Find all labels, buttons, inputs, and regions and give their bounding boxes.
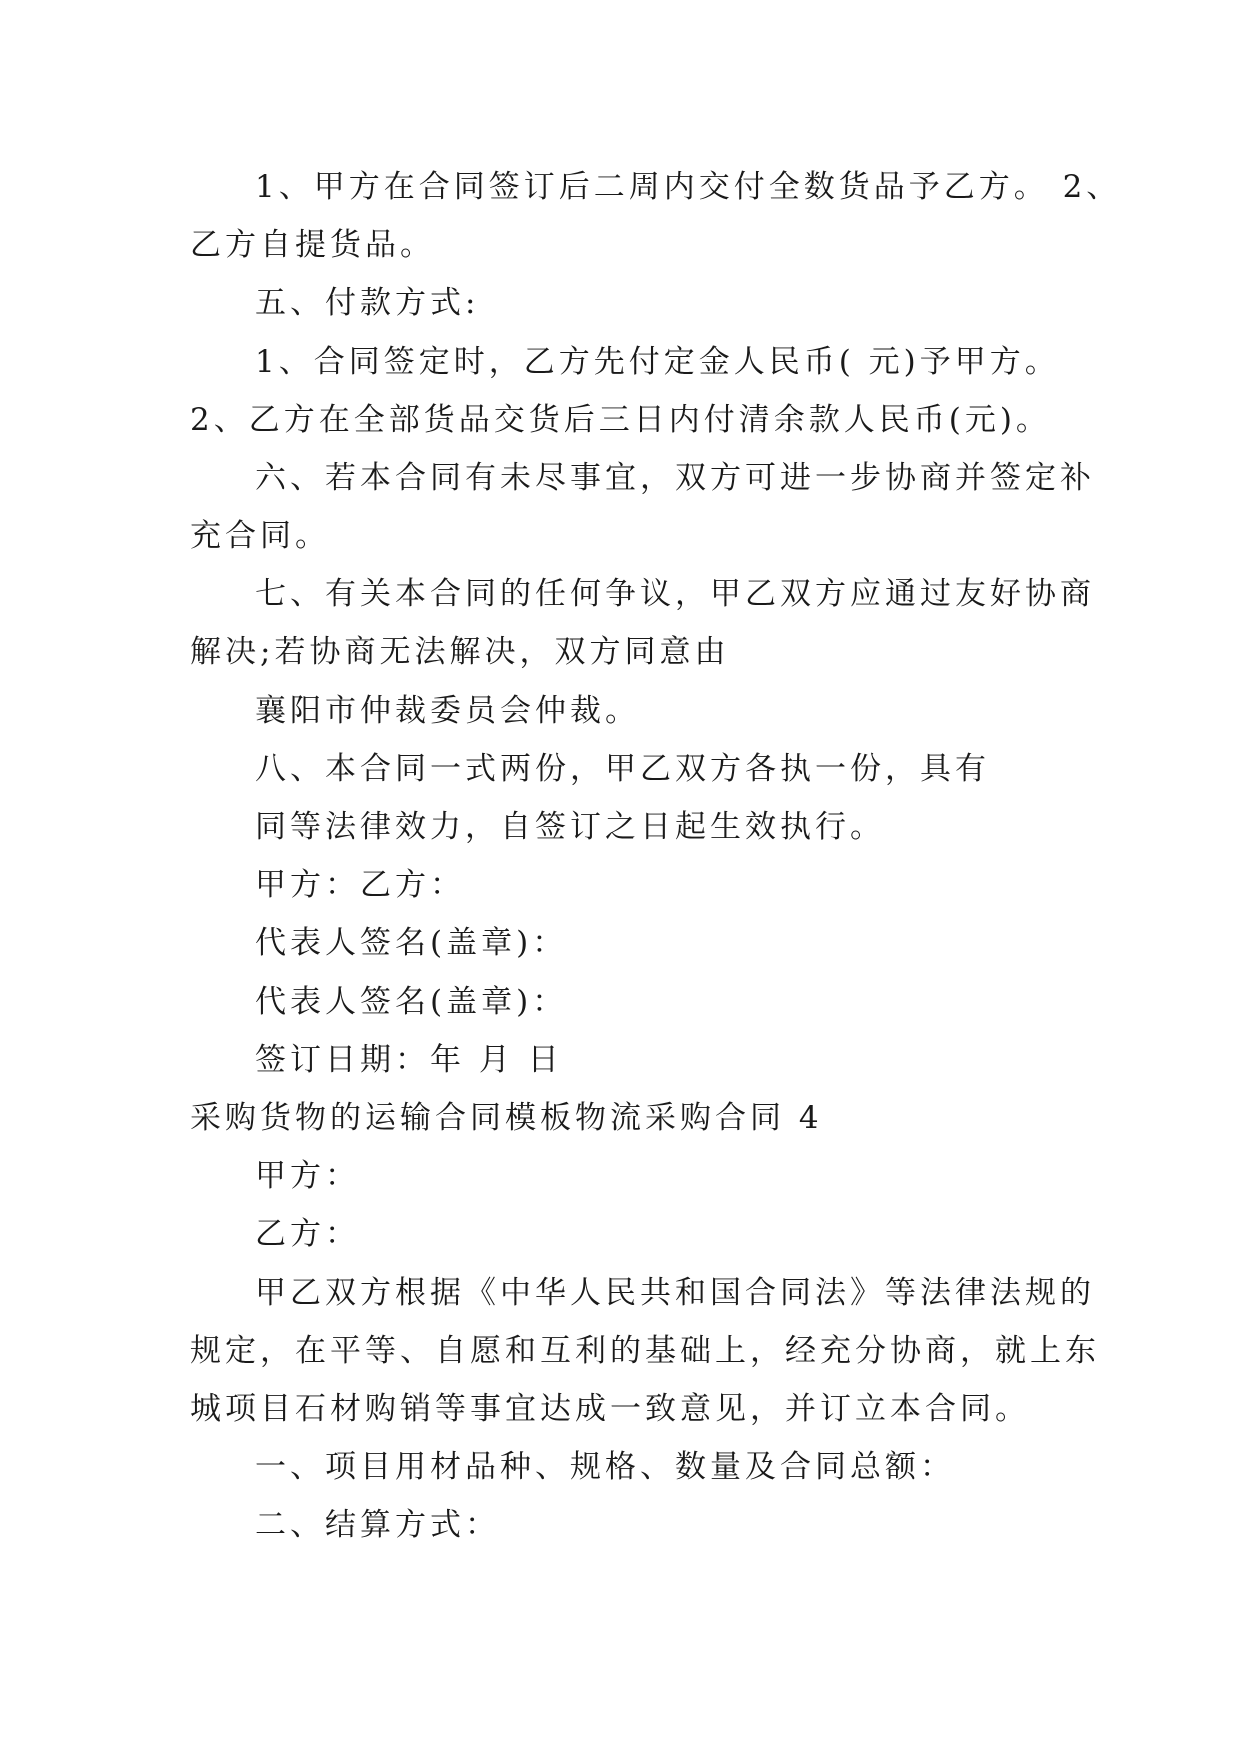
text-line: 甲方：乙方： [255, 867, 465, 903]
text-line: 二、结算方式： [255, 1507, 500, 1543]
text-line: 1、甲方在合同签订后二周内交付全数货品予乙方。 2、 [255, 169, 1122, 205]
text-line: 五、付款方式: [255, 285, 480, 321]
text-line: 代表人签名(盖章)： [255, 984, 568, 1020]
text-line: 2、乙方在全部货品交货后三日内付清余款人民币(元)。 [190, 402, 1051, 438]
text-line: 襄阳市仲裁委员会仲裁。 [255, 693, 640, 729]
text-line: 代表人签名(盖章)： [255, 925, 568, 961]
text-line: 城项目石材购销等事宜达成一致意见，并订立本合同。 [190, 1391, 1030, 1427]
text-line: 乙方： [255, 1216, 360, 1252]
section-heading: 采购货物的运输合同模板物流采购合同 4 [190, 1100, 823, 1136]
text-line: 八、本合同一式两份，甲乙双方各执一份，具有 [255, 751, 990, 787]
text-line: 甲方： [255, 1158, 360, 1194]
text-line: 甲乙双方根据《中华人民共和国合同法》等法律法规的 [255, 1275, 1095, 1311]
text-line: 一、项目用材品种、规格、数量及合同总额： [255, 1449, 955, 1485]
text-line: 规定，在平等、自愿和互利的基础上，经充分协商，就上东 [190, 1333, 1100, 1369]
text-line: 六、若本合同有未尽事宜，双方可进一步协商并签定补 [255, 460, 1095, 496]
text-line: 签订日期：年 月 日 [255, 1042, 563, 1078]
text-line: 乙方自提货品。 [190, 227, 435, 263]
text-line: 七、有关本合同的任何争议，甲乙双方应通过友好协商 [255, 576, 1095, 612]
text-line: 1、合同签定时，乙方先付定金人民币( 元)予甲方。 [255, 344, 1060, 380]
text-line: 解决;若协商无法解决，双方同意由 [190, 634, 730, 670]
text-line: 同等法律效力，自签订之日起生效执行。 [255, 809, 885, 845]
text-line: 充合同。 [190, 518, 330, 554]
